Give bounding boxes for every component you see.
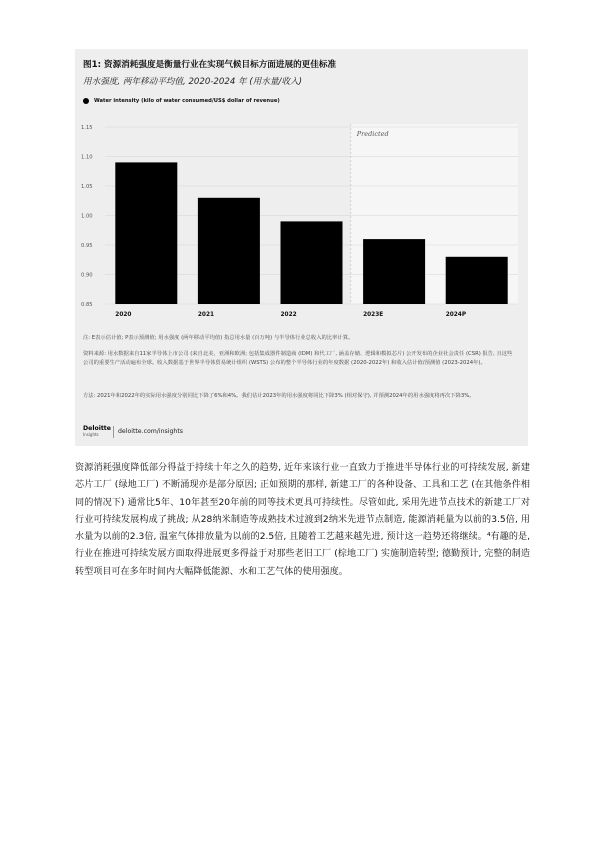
figure-subtitle: 用水强度, 两年移动平均值, 2020-2024 年 (用水量/收入) (83, 77, 302, 87)
y-tick-label: 1.15 (81, 125, 93, 131)
bar-2021 (198, 198, 260, 304)
predicted-label: Predicted (356, 130, 389, 138)
x-tick-label: 2024P (445, 312, 467, 318)
y-tick-label: 1.10 (81, 154, 93, 161)
bar-2022 (281, 221, 343, 304)
figure-note: 注: E表示估计值; P表示预测值; 用水强度 (两年移动平均值) 指总用水量 (百万吨) 与半导体行业总收入的比率计算。 (83, 335, 354, 341)
x-tick-label: 2023E (363, 312, 384, 318)
figure-method: 方法: 2021年和2022年的实际用水强度分别同比下降了6%和4%。我们估计2023年的用水强度将同比下降3% (相对保守), 并预测2024年的用水强度将再次下降3%。 (83, 393, 475, 399)
y-tick-label: 0.85 (81, 302, 93, 308)
y-tick-label: 0.95 (81, 243, 93, 249)
x-tick-label: 2022 (280, 312, 297, 318)
x-tick-label: 2020 (115, 312, 132, 318)
x-tick-label: 2021 (197, 312, 215, 318)
y-tick-label: 1.00 (81, 213, 93, 220)
bar-2023e (363, 239, 425, 304)
legend-label: Water intensity (kilo of water consumed/US$ dollar of revenue) (94, 98, 280, 104)
water-intensity-bar-chart (75, 49, 528, 324)
figure-source: 资料来源: 用水数据来自11家半导体上市公司 (来自北美、亚洲和欧洲; 包括集成器件制造商 (IDM) 和代工厂, 涵盖存储、逻辑和模拟芯片) 公开发布的企业社会责任 (CSR) 报告, 且这些公司的重要生产活动遍布全球。收入数据基于世界半导体贸易统计组织 (WSTS) 公布的整个半导体行业的年度数据 (2020-2022年) 和收入估计值/预测值 (2023-2024年)。 (83, 351, 513, 366)
y-tick-label: 1.05 (81, 184, 93, 190)
figure-panel (75, 49, 528, 446)
bar-2024p (446, 257, 508, 304)
figure-title: 图1: 资源消耗强度是衡量行业在实现气候目标方面进展的更佳标准 (83, 60, 337, 70)
y-tick-label: 0.90 (81, 272, 93, 279)
bar-2020 (115, 162, 177, 304)
deloitte-insights-logo: Deloitte Insights (83, 425, 111, 437)
body-paragraph: 资源消耗强度降低部分得益于持续十年之久的趋势, 近年来该行业一直致力于推进半导体行业的可持续发展, 新建芯片工厂 (绿地工厂) 不断涌现亦是部分原因; 正如预期的那样, 新建工厂的各种设备、工具和工艺 (在其他条件相同的情况下) 通常比5年、10年甚至20年前的同等技术更具可持续性。尽管如此, 采用先进节点技术的新建工厂对行业可持续发展构成了挑战; 从28纳米制造等成熟技术过渡到2纳米先进节点制造, 能源消耗量为以前的3.5倍, 用水量为以前的2.3倍, 温室气体排放量为以前的2.5倍, 且随着工艺越来越先进, 预计这一趋势还将继续。⁴有趣的是, 行业在推进可持续发展方面取得进展更多得益于对那些老旧工厂 (棕地工厂) 实施制造转型; 德勤预计, 完整的制造转型项目可在多年时间内大幅降低能源、水和工艺气体的使用强度。 (75, 463, 530, 577)
footer-divider (113, 426, 114, 438)
footer-url: deloitte.com/insights (118, 428, 183, 435)
